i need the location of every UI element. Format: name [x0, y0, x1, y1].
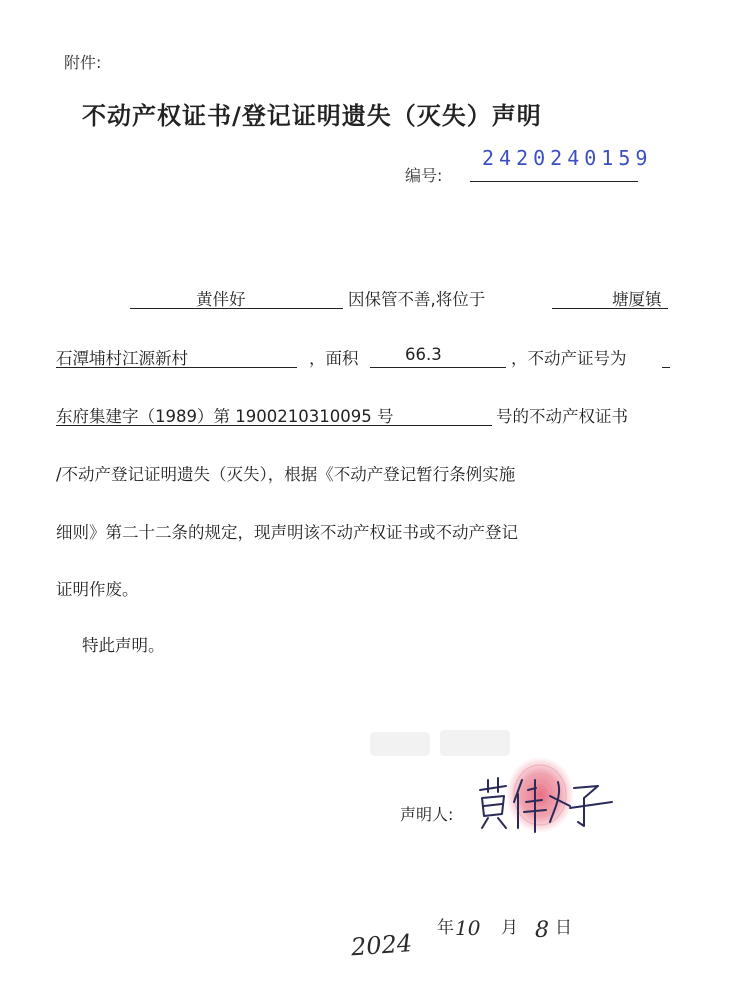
address-blank-underline	[56, 367, 297, 368]
text-line3-tail: 号的不动产权证书	[496, 407, 628, 426]
handwritten-date	[345, 905, 605, 965]
cert-number-blank-start	[662, 367, 670, 368]
date-day-unit: 日	[555, 918, 572, 938]
serial-number-value: 2420240159	[482, 146, 653, 170]
body-line-4: /不动产登记证明遗失（灭失），根据《不动产登记暂行条例实施	[56, 465, 516, 484]
date-month: 10	[455, 916, 481, 940]
closing-statement: 特此声明。	[82, 636, 165, 655]
bleed-mark	[370, 732, 430, 756]
body-line-6: 证明作废。	[56, 580, 139, 599]
fingerprint-and-signature	[466, 740, 616, 850]
serial-number-label: 编号:	[405, 166, 443, 185]
date-year-unit: 年	[437, 918, 454, 938]
declarant-label: 声明人:	[400, 805, 454, 824]
document-title: 不动产权证书/登记证明遗失（灭失）声明	[82, 102, 542, 130]
date-month-unit: 月	[501, 918, 518, 938]
attachment-label: 附件:	[64, 53, 102, 72]
town-fill: 塘厦镇	[612, 290, 662, 309]
cert-number-blank-underline	[56, 425, 492, 426]
body-line-5: 细则》第二十二条的规定，现声明该不动产权证书或不动产登记	[56, 523, 518, 542]
text-area-label: ，面积	[309, 349, 359, 368]
area-blank-underline	[370, 367, 506, 368]
serial-number-underline	[470, 181, 638, 182]
date-year: 2024	[350, 929, 413, 962]
address-fill: 石潭埔村江源新村	[56, 349, 188, 368]
date-day: 8	[535, 918, 549, 943]
area-fill: 66.3	[405, 345, 442, 364]
cert-number-fill: 东府集建字（1989）第 1900210310095 号	[56, 407, 394, 426]
text-because: 因保管不善,将位于	[348, 290, 486, 309]
text-cert-number-label: ，不动产证号为	[511, 349, 627, 368]
declarant-name-fill: 黄伴好	[196, 290, 246, 309]
